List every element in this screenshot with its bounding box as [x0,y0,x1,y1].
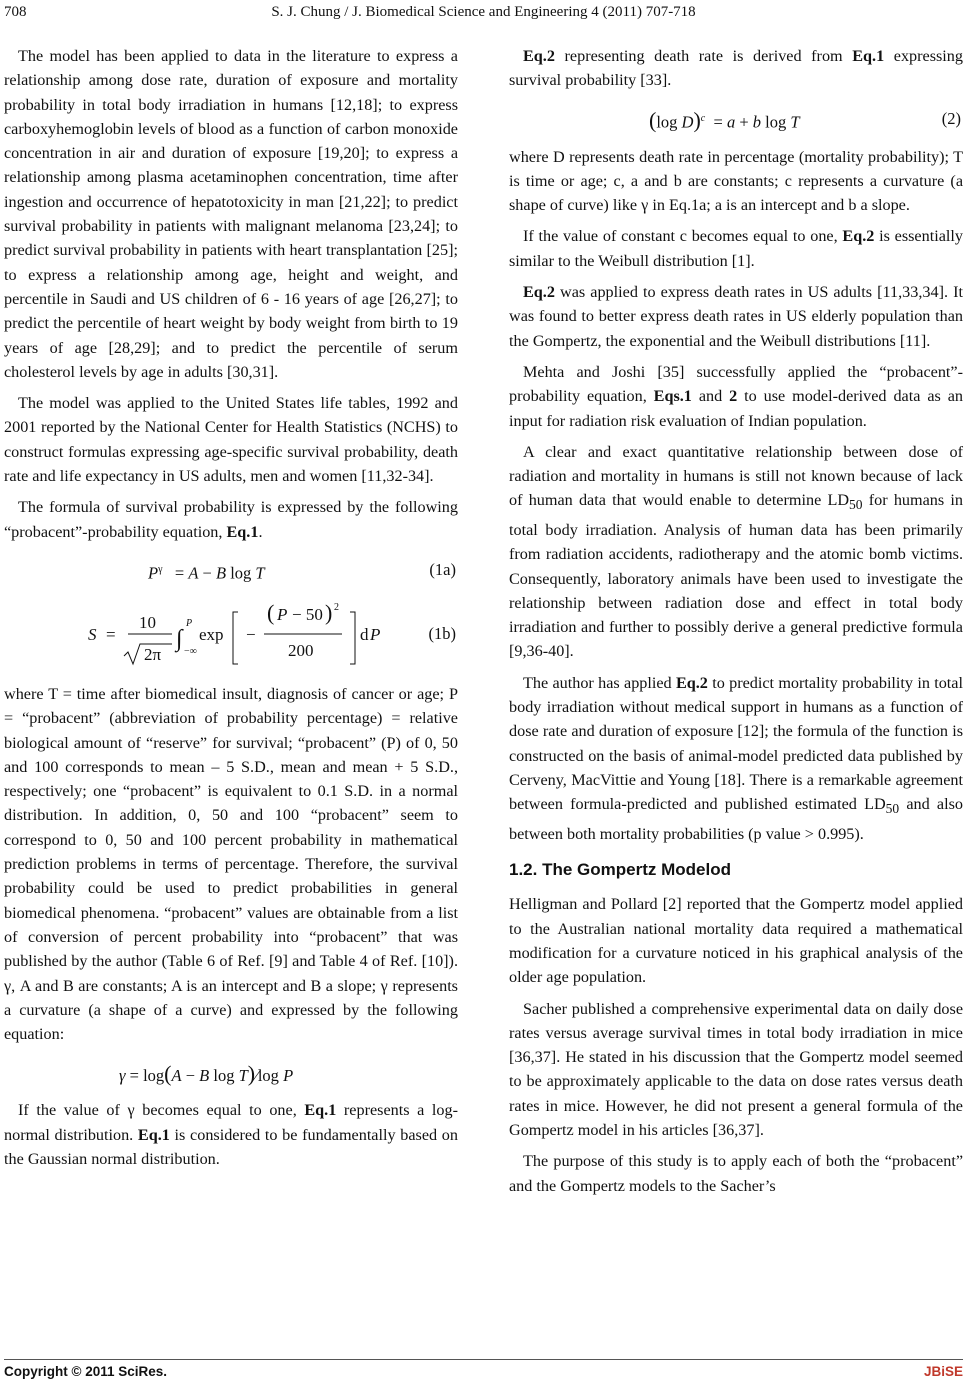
svg-text:d: d [360,624,369,644]
svg-text:2: 2 [334,601,339,613]
equation-1b [4,596,458,676]
copyright-notice: Copyright © 2011 SciRes. [4,1364,168,1379]
equation-ref[interactable]: Eq.2 [523,47,555,65]
paragraph: The model has been applied to data in the literature to express a relationship among dose rate, duration of exposure and mortality probability in total body irradiation in humans [12,18]; to express carboxyhemoglobin levels of blood as a function of carbon monoxide concentration in air and duration of exposure [19,20]; to express a relationship among plasma acetaminophen concentration, time after ingestion and occurrence of hepatotoxicity in man [21,22]; to predict survival probability in patients with malignant melanoma [23,24]; to predict survival probability in patients with heart transplantation [25]; to express a relationship among age, height and weight, and percentile in Saudi and US children of 6 - 16 years of age [26,27]; to predict the percentile of heart weight by body weight from birth to 19 years of age [28,29]; and to predict the percentile of serum cholesterol levels by age in adults [30,31]. [4,47,458,381]
equation-label: (1b) [428,623,456,643]
paragraph: Mehta and Joshi [35] successfully applied the “probacent”-probability equation, Eqs.1 and 2 to use model-derived data as an input for radiation risk evaluation of Indian population. [509,362,963,430]
equation-1a-formula: $P^\gamma = A - B$ log T [148,563,265,583]
equation-ref[interactable]: Eqs.1 [653,387,692,406]
svg-text:P: P [277,604,288,624]
paragraph: If the value of constant c becomes equal to one, Eq.2 is essentially similar to the Weibull distribution [1]. [509,227,963,270]
svg-text:): ) [325,599,333,625]
paragraph: If the value of γ becomes equal to one, Eq.1 represents a log-normal distribution. Eq.1 is considered to be fundamentally based on the Gaussian normal distribution. [4,1101,458,1168]
svg-text:−: − [246,624,256,644]
paragraph: Eq.2 was applied to express death rates in US adults [11,33,34]. It was found to better express death rates in US elderly population than the Gompertz, the exponential and the Weibull distributions [11]. [509,283,963,350]
equation-ref[interactable]: Eq.2 [523,283,555,302]
equation-ref[interactable]: Eq.1 [304,1101,337,1120]
svg-text:=: = [106,624,116,644]
paragraph: The model was applied to the United States life tables, 1992 and 2001 reported by the National Center for Health Statistics (NCHS) to construct formulas expressing age-specific survival probability, death rate and life expectancy in US adults, men and women [11,32-34]. [4,394,458,486]
equation-ref[interactable]: Eq.2 [842,227,875,246]
equation-2-formula: (log D)$^c$ = a + b log T [649,107,800,133]
footer-rule [4,1359,963,1360]
paragraph: The author has applied Eq.2 to predict mortality probability in total body irradiation without medical support in humans as a function of dose rate and duration of exposure [12]; the formula of the function is constructed on the basis of animal-model predicted data published by Cerveny, MacVittie and Young [18]. There is a remarkable agreement between formula-predicted and published estimated $LD_{50}$ and also between both mortality probabilities (p value > 0.995). [509,673,963,843]
equation-ref[interactable]: Eq.1 [852,47,885,65]
svg-text:200: 200 [288,640,314,660]
paragraph: where D represents death rate in percentage (mortality probability); T is time or age; c, a and b are constants; c represents a curvature (a shape of curve) like γ in Eq.1a; a is an intercept and b a slope. [509,147,963,215]
equation-ref[interactable]: Eq.2 [675,673,708,692]
svg-text:S: S [88,624,97,644]
paragraph: Helligman and Pollard [2] reported that the Gompertz model applied to the Australian national mortality data required a mathematical modification for a curvature noticed in his graphical analysis of the older age population. [509,895,963,987]
equation-1b-formula [84,596,404,676]
svg-text:(: ( [267,599,275,625]
equation-label: (1a) [429,559,456,579]
paragraph: The formula of survival probability is expressed by the following “probacent”-probability equation, Eq.1. [4,498,458,541]
equation-ref[interactable]: 2 [729,387,738,406]
paragraph: where T = time after biomedical insult, diagnosis of cancer or age; P = “probacent” (abbreviation of probability percentage) = relative biological amount of “reserve” for survival; “probacent” (P) of 0, 50 and 100 corresponds to mean – 5 S.D., mean and mean + 5 S.D., respectively; one “probacent” is equivalent to 0.1 S.D. in a normal distribution. In addition, 0, 50 and 100 “probacent” seem to correspond to 0, 50 and 100 percent probability in mathematical prediction problems in terms of percentage. Therefore, the survival probability could be used to predict probabilities in general biomedical phenomena. “probacent” values are obtainable from a list of conversion of percent probability into “probacent” that was published by the author (Table 6 of Ref. [9] and Table 4 of Ref. [10]). γ, A and B are constants; A is an intercept and B a slope; γ represents a curvature (a shape of a curve) and expressed by the following equation: [4,684,458,1044]
equation-1a [4,550,458,590]
svg-text:∫: ∫ [176,625,183,652]
page-header [0,4,967,26]
paragraph: Sacher published a comprehensive experimental data on daily dose rates versus average survival times in total body irradiation in mice [36,37]. He stated in his discussion that the Gompertz model seemed to be approximately applicable to the data on dose rates versus death rates in mice. However, he did not present a general formula of the Gompertz model in his articles [36,37]. [509,999,963,1140]
equation-2 [509,99,963,139]
svg-text:exp: exp [199,624,224,644]
svg-text:− 50: − 50 [292,604,323,624]
paragraph: Eq.2 representing death rate is derived from Eq.1 expressing survival probability [33]. [509,47,963,90]
paragraph: A clear and exact quantitative relationship between dose of radiation and mortality in humans is still not known because of lack of human data that would enable to determine $LD_{50}$ for humans in total body irradiation. Analysis of human data has been primarily from radiation accidents, radiotherapy and the atomic bomb victims. Consequently, laboratory animals have been used to investigate the relationship between radiation dose and effect in total body irradiation and further to possibly derive a general predictive formula [9,36-40]. [509,442,963,661]
page-number: 708 [4,4,27,20]
journal-abbreviation[interactable]: JBiSE [923,1364,963,1379]
equation-ref[interactable]: Eq.1 [226,522,259,541]
svg-text:P: P [186,617,193,629]
svg-text:2π: 2π [144,644,162,664]
equation-gamma-formula: γ = log(A − B log T)∕log P [119,1061,294,1087]
left-column [4,44,458,1171]
svg-text:10: 10 [139,612,156,632]
svg-text:P: P [370,624,381,644]
svg-text:−∞: −∞ [184,645,197,657]
equation-ref[interactable]: Eq.1 [137,1125,170,1144]
running-title: S. J. Chung / J. Biomedical Science and Engineering 4 (2011) 707-718 [271,4,696,20]
equation-label: (2) [941,108,961,128]
right-column [509,44,963,1198]
equation-gamma [4,1052,458,1092]
section-heading: 1.2. The Gompertz Modelod [509,860,731,880]
paragraph: The purpose of this study is to apply each of both the “probacent” and the Gompertz models to the Sacher’s [509,1152,963,1195]
